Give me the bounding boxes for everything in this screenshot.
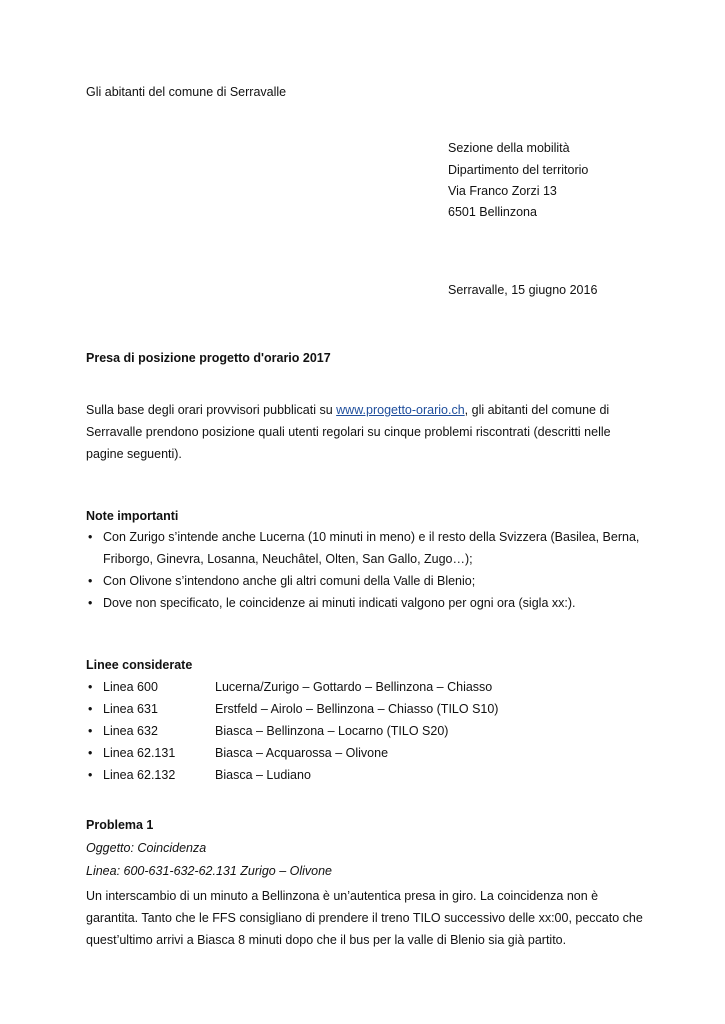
progetto-orario-link[interactable]: www.progetto-orario.ch: [336, 403, 465, 417]
list-item: [86, 720, 646, 742]
line-route: Biasca – Acquarossa – Olivone: [215, 746, 389, 760]
line-route: Erstfeld – Airolo – Bellinzona – Chiasso (TILO S10): [215, 702, 499, 716]
list-item: [86, 676, 646, 698]
address-line: Dipartimento del territorio: [448, 163, 589, 177]
problem-body: Un interscambio di un minuto a Bellinzona è un’autentica presa in giro. La coincidenza non è garantita. Tanto che le FFS consigliano di prendere il treno TILO successivo delle xx:00, peccato che quest’ultimo arrivi a Biasca 8 minuti dopo che il bus per la valle di Blenio sia già partito.: [86, 889, 643, 947]
line-code: Linea 62.132: [103, 768, 176, 782]
intro-text: Sulla base degli orari provvisori pubblicati su: [86, 403, 337, 417]
problem-subject: Oggetto: Coincidenza: [86, 841, 207, 855]
address-line: Via Franco Zorzi 13: [448, 184, 557, 198]
bullet-icon: •: [88, 702, 93, 716]
list-item: [86, 764, 646, 786]
bullet-icon: •: [88, 724, 93, 738]
line-route: Lucerna/Zurigo – Gottardo – Bellinzona – Chiasso: [215, 680, 493, 694]
note-text: Dove non specificato, le coincidenze ai minuti indicati valgono per ogni ora (sigla xx:).: [103, 596, 576, 610]
list-item: [86, 526, 646, 570]
subject-heading: Presa di posizione progetto d'orario 2017: [86, 351, 331, 365]
list-item: [86, 592, 646, 614]
address-line: 6501 Bellinzona: [448, 205, 537, 219]
recipient-line: Gli abitanti del comune di Serravalle: [86, 85, 287, 99]
line-code: Linea 632: [103, 724, 158, 738]
note-text: Con Olivone s’intendono anche gli altri comuni della Valle di Blenio;: [103, 574, 476, 588]
bullet-icon: •: [88, 680, 93, 694]
note-text: Con Zurigo s’intende anche Lucerna (10 minuti in meno) e il resto della Svizzera (Basilea, Berna, Friborgo, Ginevra, Losanna, Neuchâtel, Olten, San Gallo, Zugo…);: [103, 530, 640, 566]
lines-list: [86, 676, 646, 786]
line-route: Biasca – Ludiano: [215, 768, 311, 782]
problem-line: Linea: 600-631-632-62.131 Zurigo – Olivone: [86, 864, 333, 878]
intro-text: , gli abitanti del comune di Serravalle prendono posizione quali utenti regolari su cinque problemi riscontrati (descritti nelle pagine seguenti).: [86, 403, 611, 461]
notes-list: [86, 526, 646, 614]
line-route: Biasca – Bellinzona – Locarno (TILO S20): [215, 724, 449, 738]
bullet-icon: •: [88, 768, 93, 782]
line-code: Linea 600: [103, 680, 158, 694]
line-code: Linea 62.131: [103, 746, 176, 760]
list-item: [86, 742, 646, 764]
date-line: Serravalle, 15 giugno 2016: [448, 283, 598, 297]
bullet-icon: •: [88, 530, 93, 544]
address-line: Sezione della mobilità: [448, 141, 570, 155]
lines-heading: Linee considerate: [86, 658, 193, 672]
bullet-icon: •: [88, 596, 93, 610]
list-item: [86, 570, 646, 592]
notes-heading: Note importanti: [86, 509, 179, 523]
problem-heading: Problema 1: [86, 818, 154, 832]
intro-paragraph: [86, 399, 646, 465]
bullet-icon: •: [88, 746, 93, 760]
list-item: [86, 698, 646, 720]
bullet-icon: •: [88, 574, 93, 588]
line-code: Linea 631: [103, 702, 158, 716]
